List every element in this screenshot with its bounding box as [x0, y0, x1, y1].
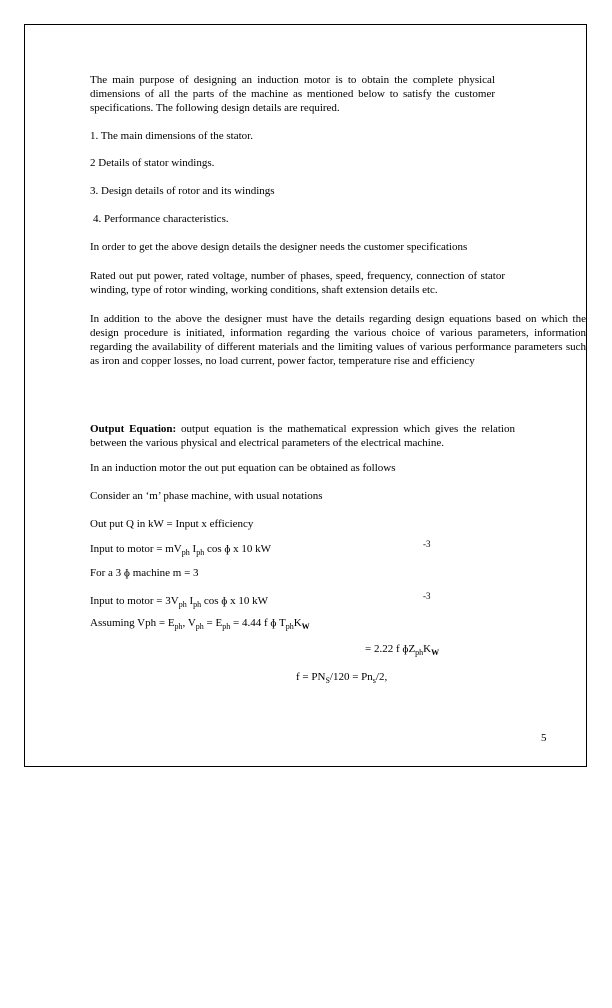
- equation-output: Out put Q in kW = Input x efficiency: [90, 518, 254, 530]
- equation-2-22: = 2.22 f $ɸZ_{ph}K_W$: [365, 643, 440, 658]
- rated-paragraph: Rated out put power, rated voltage, number of phases, speed, frequency, connection of stator winding, type of rotor winding, working conditions, shaft extension details etc.: [90, 270, 505, 296]
- equation-assuming: Assuming Vph = $E_{ph}$, $V_{ph} = E_{ph} = 4.44$ f ɸ $T_{ph}K_W$: [90, 617, 310, 632]
- equation-frequency: $f = PN_S/120 = Pn_s/2$,: [296, 671, 388, 686]
- consider-paragraph: Consider an ‘m’ phase machine, with usual notations: [90, 490, 323, 502]
- equation-input-3-phase: Input to motor = $3V_{ph}$ $I_{ph}$ cos ɸ x 10 kW: [90, 595, 269, 610]
- output-equation-heading: Output Equation:: [90, 423, 177, 435]
- list-item-4: 4. Performance characteristics.: [93, 213, 229, 225]
- output-equation-paragraph: [90, 422, 515, 450]
- exponent-1: -3: [423, 539, 431, 549]
- list-item-1: 1. The main dimensions of the stator.: [90, 130, 253, 142]
- induction-paragraph: In an induction motor the out put equation can be obtained as follows: [90, 462, 396, 474]
- output-equation-text: output equation is the mathematical expression which gives the relation between the various physical and electrical parameters of the electrical machine.: [90, 423, 515, 449]
- equation-input-m-phase: Input to motor = $mV_{ph}$ $I_{ph}$ cos ɸ x 10 kW: [90, 543, 272, 558]
- intro-paragraph: The main purpose of designing an induction motor is to obtain the complete physical dimensions of all the parts of the machine as mentioned below to satisfy the customer specifications. The following design details are required.: [90, 74, 495, 114]
- equation-three-phase: For a 3 ɸ machine m = 3: [90, 567, 199, 579]
- customer-spec-paragraph: In order to get the above design details the designer needs the customer specifications: [90, 241, 468, 253]
- page-number: 5: [541, 732, 547, 744]
- list-item-2: 2 Details of stator windings.: [90, 157, 215, 169]
- exponent-2: -3: [423, 591, 431, 601]
- list-item-3: 3. Design details of rotor and its windings: [90, 185, 275, 197]
- addition-paragraph: In addition to the above the designer must have the details regarding design equations based on which the design procedure is initiated, information regarding the various choice of various parameters, information regarding the availability of different materials and the limiting values of various performance parameters such as iron and copper losses, no load current, power factor, temperature rise and efficiency: [90, 313, 586, 367]
